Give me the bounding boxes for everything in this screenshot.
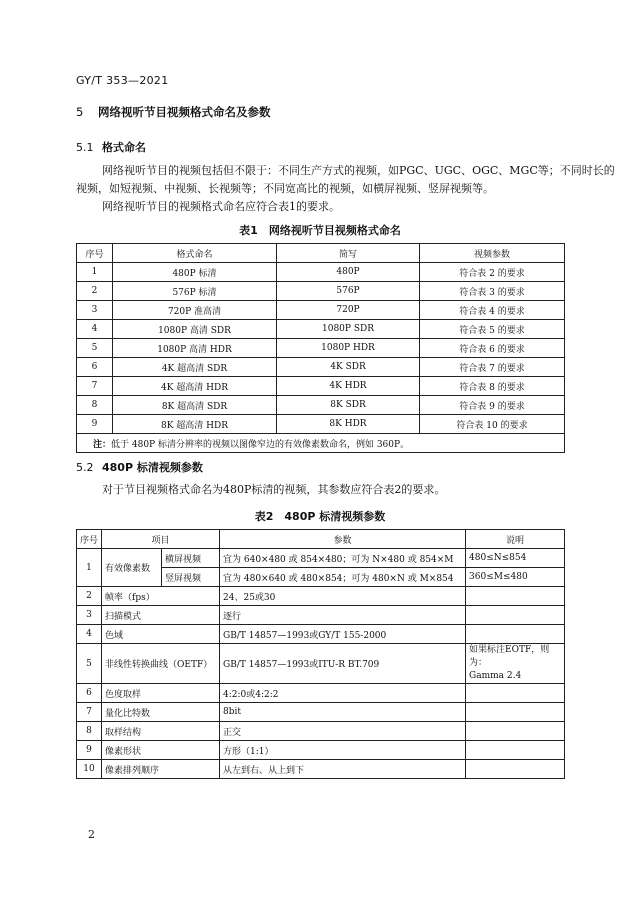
table-cell: 扫描模式 <box>102 606 220 625</box>
table-row <box>77 741 565 760</box>
table-cell: 4:2:0或4:2:2 <box>220 684 466 703</box>
table-cell: 像素排列顺序 <box>102 760 220 779</box>
section-5-2-heading <box>76 459 203 475</box>
table-cell: 4 <box>77 320 113 339</box>
table-cell: 逐行 <box>220 606 466 625</box>
table-cell: 24、25或30 <box>220 587 466 606</box>
table-cell: 符合表 4 的要求 <box>420 301 565 320</box>
note-line: Gamma 2.4 <box>469 671 522 681</box>
table-cell <box>466 760 565 779</box>
table-row <box>77 320 565 339</box>
table-cell: 符合表 8 的要求 <box>420 377 565 396</box>
note-label: 注： <box>93 439 112 450</box>
column-header: 视频参数 <box>420 244 565 263</box>
standard-code: GY/T 353—2021 <box>76 74 169 87</box>
table-cell: 8 <box>77 396 113 415</box>
paragraph-line: 视频，如短视频、中视频、长视频等；不同宽高比的视频，如横屏视频、竖屏视频等。 <box>76 182 494 195</box>
table-cell: 符合表 5 的要求 <box>420 320 565 339</box>
table-cell: 符合表 7 的要求 <box>420 358 565 377</box>
table-cell: 480≤N≤854 <box>466 549 565 568</box>
table-cell: 576P 标清 <box>113 282 277 301</box>
table-cell: 从左到右、从上到下 <box>220 760 466 779</box>
table-cell: 9 <box>77 415 113 434</box>
note-line: 如果标注EOTF，则为： <box>469 645 550 668</box>
table-cell <box>466 644 565 684</box>
table-cell: 1080P 高清 HDR <box>113 339 277 358</box>
table-header-row <box>77 530 565 549</box>
column-header: 序号 <box>77 530 102 549</box>
table-cell: 8K 超高清 SDR <box>113 396 277 415</box>
table-cell <box>466 587 565 606</box>
table-cell: 像素形状 <box>102 741 220 760</box>
table-cell: 10 <box>77 760 102 779</box>
table-cell: 宜为 640×480 或 854×480；可为 N×480 或 854×M <box>220 549 466 568</box>
table-cell: 720P 准高清 <box>113 301 277 320</box>
table-cell: 360≤M≤480 <box>466 568 565 587</box>
table-cell: 6 <box>77 684 102 703</box>
table-cell: 3 <box>77 301 113 320</box>
table-cell: 2 <box>77 587 102 606</box>
table-cell: 3 <box>77 606 102 625</box>
section-title: 网络视听节目视频格式命名及参数 <box>98 105 271 119</box>
table-cell: 符合表 3 的要求 <box>420 282 565 301</box>
table-cell: 方形（1:1） <box>220 741 466 760</box>
column-header: 序号 <box>77 244 113 263</box>
table-row <box>77 415 565 434</box>
table-row <box>77 301 565 320</box>
table-cell <box>466 606 565 625</box>
table-cell <box>466 722 565 741</box>
table-cell: 6 <box>77 358 113 377</box>
table-cell: 8K 超高清 HDR <box>113 415 277 434</box>
table-row <box>77 606 565 625</box>
table-cell <box>466 684 565 703</box>
table-cell: 2 <box>77 282 113 301</box>
table-cell: 9 <box>77 741 102 760</box>
table2-caption: 表2 480P 标清视频参数 <box>254 510 386 523</box>
table-cell: 1080P SDR <box>277 320 420 339</box>
table-cell: 有效像素数 <box>102 549 162 587</box>
table-row <box>77 377 565 396</box>
table-row <box>77 263 565 282</box>
section-title: 480P 标清视频参数 <box>102 461 203 474</box>
table-note <box>77 434 565 453</box>
table-row <box>77 625 565 644</box>
table-row <box>77 587 565 606</box>
table-cell: 取样结构 <box>102 722 220 741</box>
note-text: 低于 480P 标清分辨率的视频以图像窄边的有效像素数命名，例如 360P。 <box>111 439 410 450</box>
section-number: 5 <box>76 105 84 119</box>
table-row <box>77 396 565 415</box>
table-note-row <box>77 434 565 453</box>
table-cell: 4K HDR <box>277 377 420 396</box>
table-cell: 4 <box>77 625 102 644</box>
table-cell: 5 <box>77 644 102 684</box>
table-cell: 符合表 2 的要求 <box>420 263 565 282</box>
table-row <box>77 358 565 377</box>
table-cell: 4K 超高清 HDR <box>113 377 277 396</box>
table-cell <box>466 703 565 722</box>
table-cell: 576P <box>277 282 420 301</box>
table-cell: 480P 标清 <box>113 263 277 282</box>
table-cell <box>466 741 565 760</box>
section-number: 5.2 <box>76 461 94 474</box>
table-row <box>77 282 565 301</box>
table-row <box>77 339 565 358</box>
table-cell: GB/T 14857—1993或ITU-R BT.709 <box>220 644 466 684</box>
table-cell: 480P <box>277 263 420 282</box>
table1-caption: 表1 网络视听节目视频格式命名 <box>239 224 401 237</box>
page-number: 2 <box>88 828 95 841</box>
table-cell: 非线性转换曲线（OETF） <box>102 644 220 684</box>
paragraph-line: 对于节目视频格式命名为480P标清的视频，其参数应符合表2的要求。 <box>102 483 446 496</box>
table-header-row <box>77 244 565 263</box>
table-cell: 帧率（fps） <box>102 587 220 606</box>
column-header: 格式命名 <box>113 244 277 263</box>
table-cell: 4K 超高清 SDR <box>113 358 277 377</box>
table-cell: 8K SDR <box>277 396 420 415</box>
table-cell: 1080P HDR <box>277 339 420 358</box>
section-5-1-heading <box>76 139 146 155</box>
table-cell: 8K HDR <box>277 415 420 434</box>
table-cell <box>466 625 565 644</box>
table-cell: 8 <box>77 722 102 741</box>
table-cell: GB/T 14857—1993或GY/T 155-2000 <box>220 625 466 644</box>
table-cell: 量化比特数 <box>102 703 220 722</box>
table-cell: 7 <box>77 703 102 722</box>
table2 <box>76 529 565 779</box>
table-row <box>77 684 565 703</box>
table-cell: 符合表 9 的要求 <box>420 396 565 415</box>
paragraph-line: 网络视听节目的视频格式命名应符合表1的要求。 <box>102 200 340 213</box>
table1 <box>76 243 565 453</box>
table-row <box>77 644 565 684</box>
section-title: 格式命名 <box>102 141 146 154</box>
paragraph-line: 网络视听节目的视频包括但不限于：不同生产方式的视频，如PGC、UGC、OGC、MGC等；不同时长的 <box>102 164 615 177</box>
table-cell: 720P <box>277 301 420 320</box>
column-header: 说明 <box>466 530 565 549</box>
table-row <box>77 549 565 568</box>
column-header: 参数 <box>220 530 466 549</box>
table-cell: 5 <box>77 339 113 358</box>
table-cell: 7 <box>77 377 113 396</box>
table-cell: 色度取样 <box>102 684 220 703</box>
section-number: 5.1 <box>76 141 94 154</box>
table-row <box>77 760 565 779</box>
table-cell: 色域 <box>102 625 220 644</box>
column-header: 项目 <box>102 530 220 549</box>
table-cell: 1 <box>77 263 113 282</box>
section-5-heading <box>76 104 271 120</box>
table-cell: 竖屏视频 <box>162 568 220 587</box>
table-cell: 正交 <box>220 722 466 741</box>
table-row <box>77 703 565 722</box>
table-cell: 符合表 6 的要求 <box>420 339 565 358</box>
table-cell: 符合表 10 的要求 <box>420 415 565 434</box>
table-cell: 1080P 高清 SDR <box>113 320 277 339</box>
table-cell: 横屏视频 <box>162 549 220 568</box>
table-cell: 4K SDR <box>277 358 420 377</box>
table-row <box>77 722 565 741</box>
table-cell: 1 <box>77 549 102 587</box>
table-cell: 8bit <box>220 703 466 722</box>
column-header: 简写 <box>277 244 420 263</box>
table-cell: 宜为 480×640 或 480×854；可为 480×N 或 M×854 <box>220 568 466 587</box>
